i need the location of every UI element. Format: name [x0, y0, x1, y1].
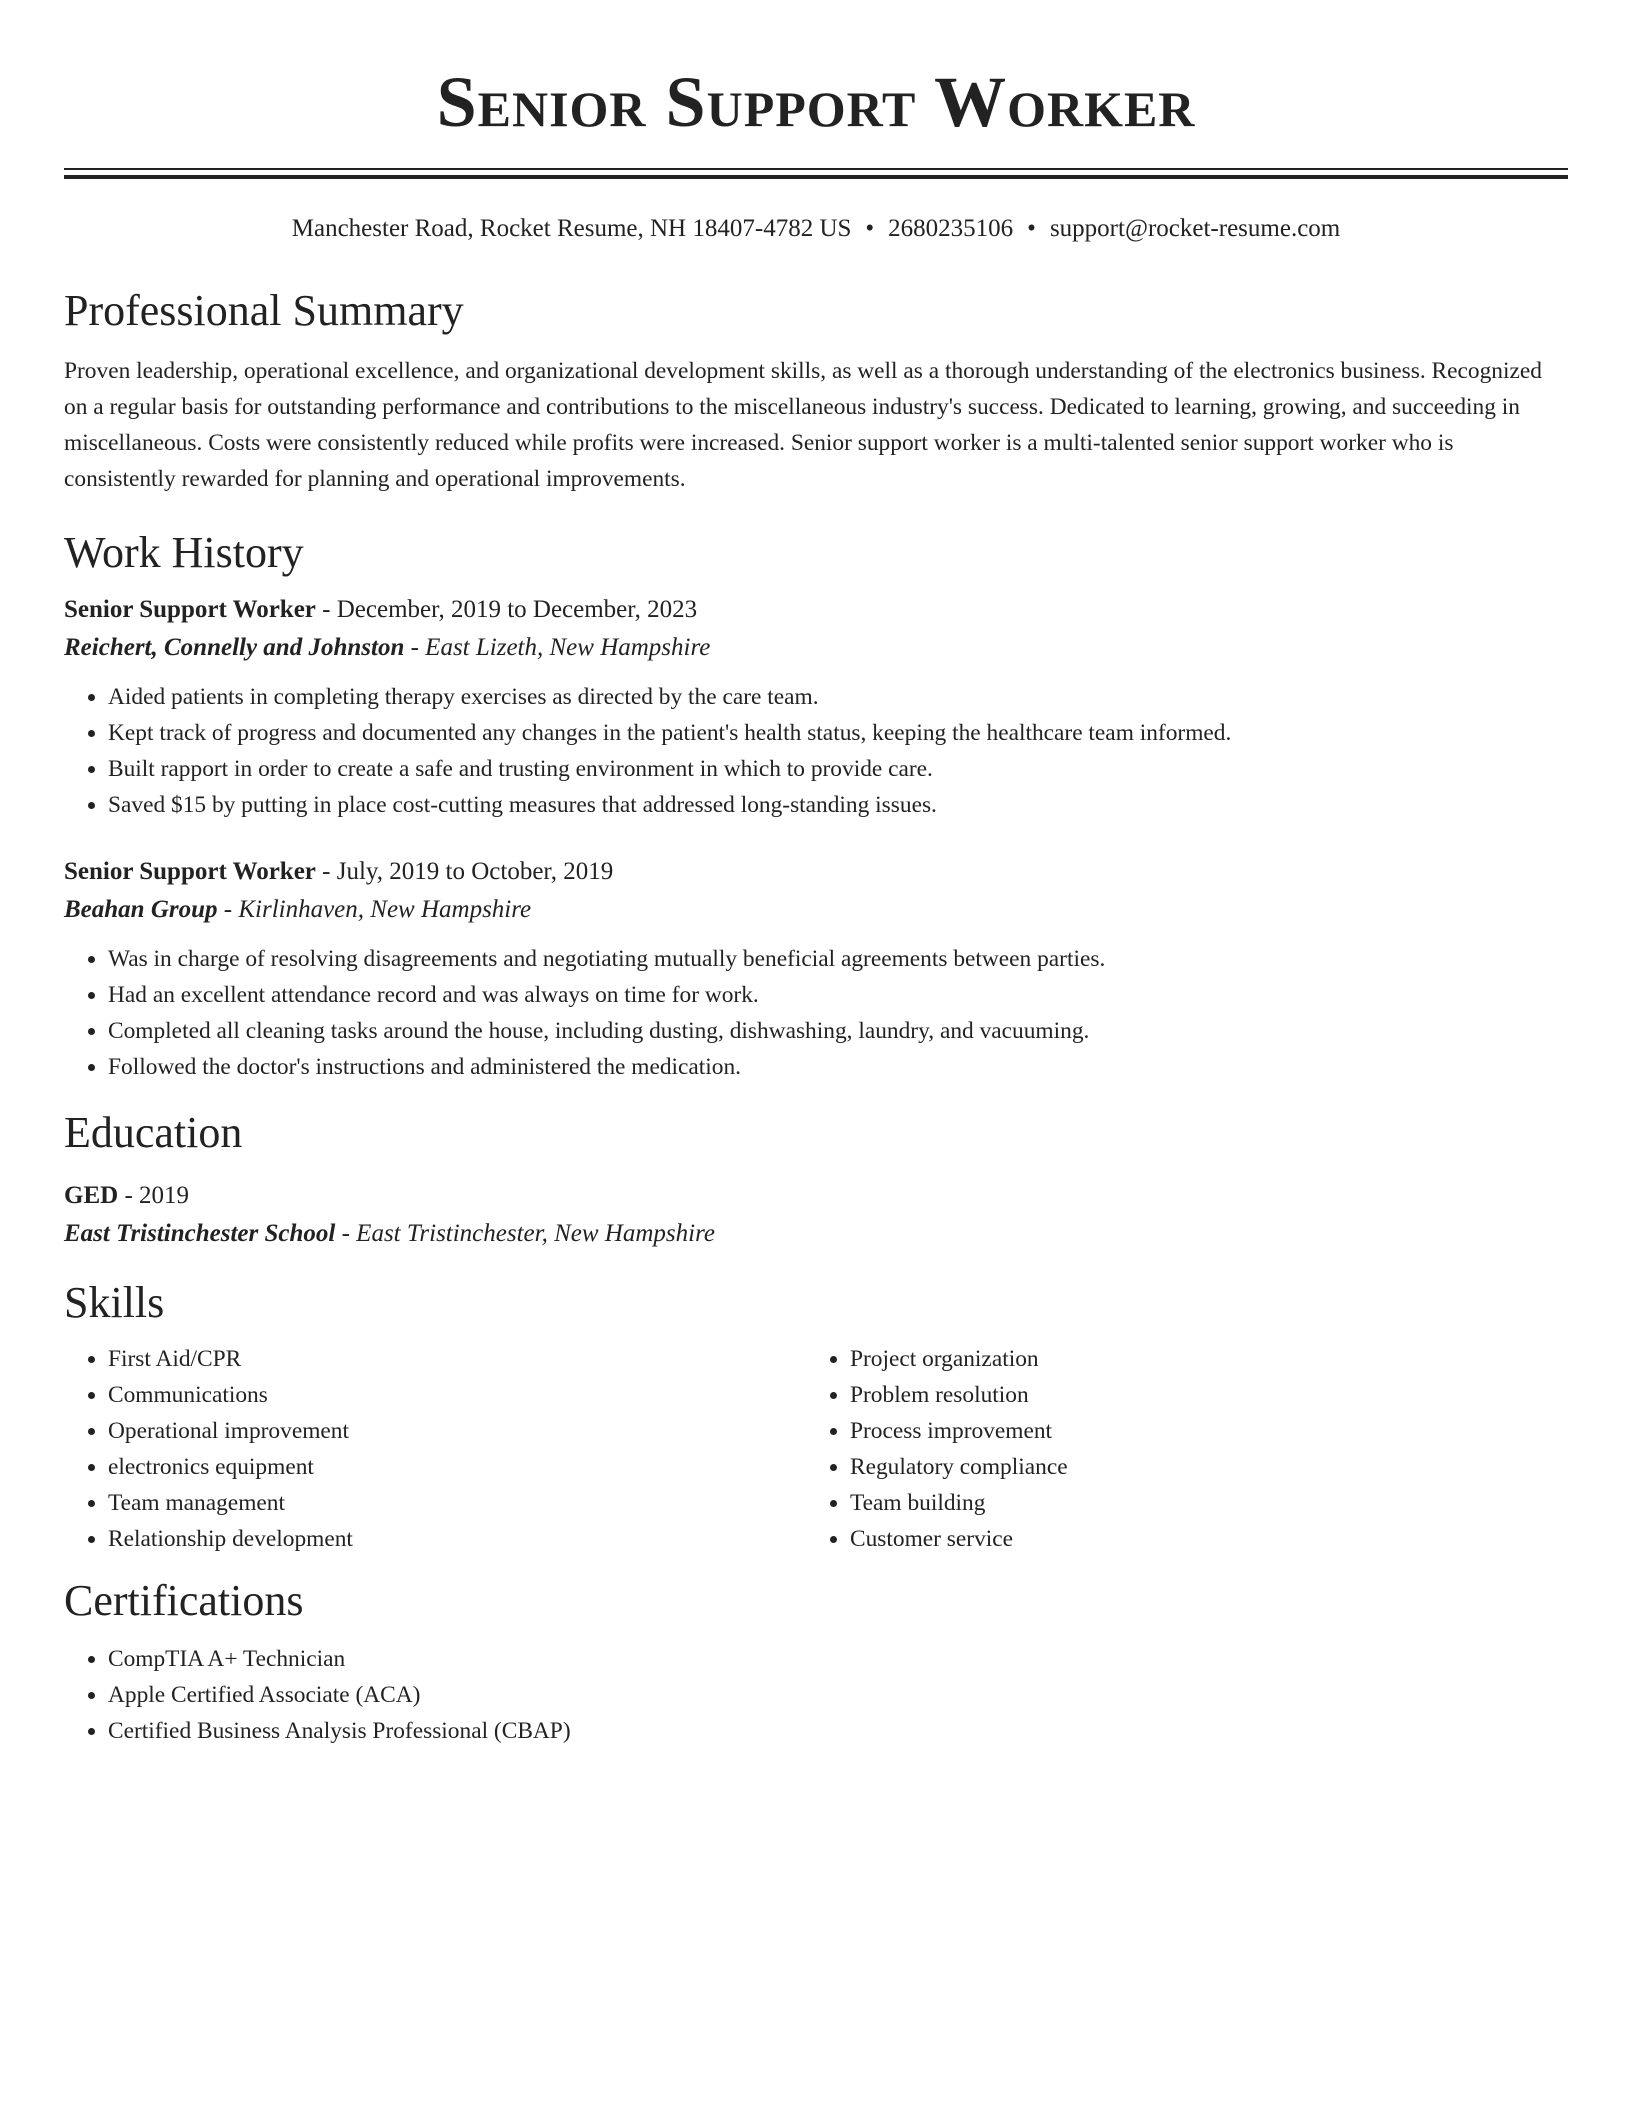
skill-item: • Customer service: [850, 1521, 1548, 1557]
contact-address: Manchester Road, Rocket Resume, NH 18407-4782 US: [291, 215, 852, 242]
job-role: Senior Support Worker: [64, 596, 316, 623]
list-item: • Completed all cleaning tasks around the house, including dusting, dishwashing, laundry, and vacuuming.: [108, 1013, 1568, 1049]
job-location: - East Lizeth, New Hampshire: [404, 634, 711, 661]
list-item: • Aided patients in completing therapy exercises as directed by the care team.: [108, 679, 1568, 715]
title-divider: [64, 168, 1568, 179]
skill-item: • Problem resolution: [850, 1377, 1548, 1413]
skills-heading: Skills: [64, 1278, 165, 1327]
job-dates: - July, 2019 to October, 2019: [315, 858, 614, 885]
job-title-line: [64, 853, 1568, 891]
list-item: • Had an excellent attendance record and was always on time for work.: [108, 977, 1568, 1013]
degree-line: [64, 1177, 1568, 1215]
job-entry: [64, 853, 1568, 1085]
job-dates: - December, 2019 to December, 2023: [315, 596, 698, 623]
job-location: - Kirlinhaven, New Hampshire: [217, 896, 532, 923]
certification-item: • Apple Certified Associate (ACA): [108, 1677, 1568, 1713]
list-item: • Followed the doctor's instructions and administered the medication.: [108, 1049, 1568, 1085]
school-line: [64, 1215, 1568, 1253]
work-history-heading: Work History: [64, 528, 304, 577]
contact-separator: •: [1027, 215, 1036, 242]
degree-year: - 2019: [118, 1182, 190, 1209]
degree: GED: [64, 1182, 119, 1209]
contact-separator: •: [865, 215, 875, 242]
contact-email: support@rocket-resume.com: [1049, 215, 1341, 242]
school-name: East Tristinchester School: [64, 1220, 336, 1247]
skills-list-left: [64, 1341, 806, 1557]
job-title-line: [64, 591, 1568, 629]
list-item: • Saved $15 by putting in place cost-cutting measures that addressed long-standing issues.: [108, 787, 1568, 823]
summary-heading: Professional Summary: [64, 286, 464, 335]
education-entry: [64, 1177, 1568, 1253]
certifications-heading: Certifications: [64, 1576, 304, 1625]
skill-item: • Relationship development: [108, 1521, 806, 1557]
list-item: • Kept track of progress and documented any changes in the patient's health status, keeping the healthcare team informed.: [108, 715, 1568, 751]
job-entry: [64, 591, 1568, 823]
resume-title: Senior Support Worker: [436, 62, 1196, 142]
contact-line: [64, 213, 1568, 245]
certifications-list: [64, 1641, 1568, 1749]
skill-item: • Project organization: [850, 1341, 1548, 1377]
skills-grid: [64, 1341, 1568, 1557]
skill-item: • Team management: [108, 1485, 806, 1521]
contact-phone: 2680235106: [888, 215, 1014, 242]
skill-item: • Team building: [850, 1485, 1548, 1521]
list-item: • Was in charge of resolving disagreements and negotiating mutually beneficial agreements between parties.: [108, 941, 1568, 977]
job-company: Beahan Group: [64, 896, 218, 923]
education-heading: Education: [64, 1108, 243, 1157]
job-company: Reichert, Connelly and Johnston: [64, 634, 405, 661]
skills-list-right: [806, 1341, 1548, 1557]
job-duties-list: [64, 679, 1568, 823]
skill-item: • Process improvement: [850, 1413, 1548, 1449]
job-role: Senior Support Worker: [64, 858, 316, 885]
certification-item: • Certified Business Analysis Professional (CBAP): [108, 1713, 1568, 1749]
skill-item: • First Aid/CPR: [108, 1341, 806, 1377]
job-company-line: [64, 629, 1568, 667]
job-duties-list: [64, 941, 1568, 1085]
list-item: • Built rapport in order to create a safe and trusting environment in which to provide care.: [108, 751, 1568, 787]
skill-item: • Operational improvement: [108, 1413, 806, 1449]
skill-item: • Regulatory compliance: [850, 1449, 1548, 1485]
certification-item: • CompTIA A+ Technician: [108, 1641, 1568, 1677]
skill-item: • electronics equipment: [108, 1449, 806, 1485]
skill-item: • Communications: [108, 1377, 806, 1413]
job-company-line: [64, 891, 1568, 929]
school-location: - East Tristinchester, New Hampshire: [335, 1220, 715, 1247]
summary-text: Proven leadership, operational excellence, and organizational development skills, as well as a thorough understanding of the electronics business. Recognized on a regular basis for outstanding performance and contributions to the miscellaneous industry's success. Dedicated to learning, growing, and succeeding in miscellaneous. Costs were consistently reduced while profits were increased. Senior support worker is a multi-talented senior support worker who is consistently rewarded for planning and operational improvements.: [64, 358, 1542, 492]
